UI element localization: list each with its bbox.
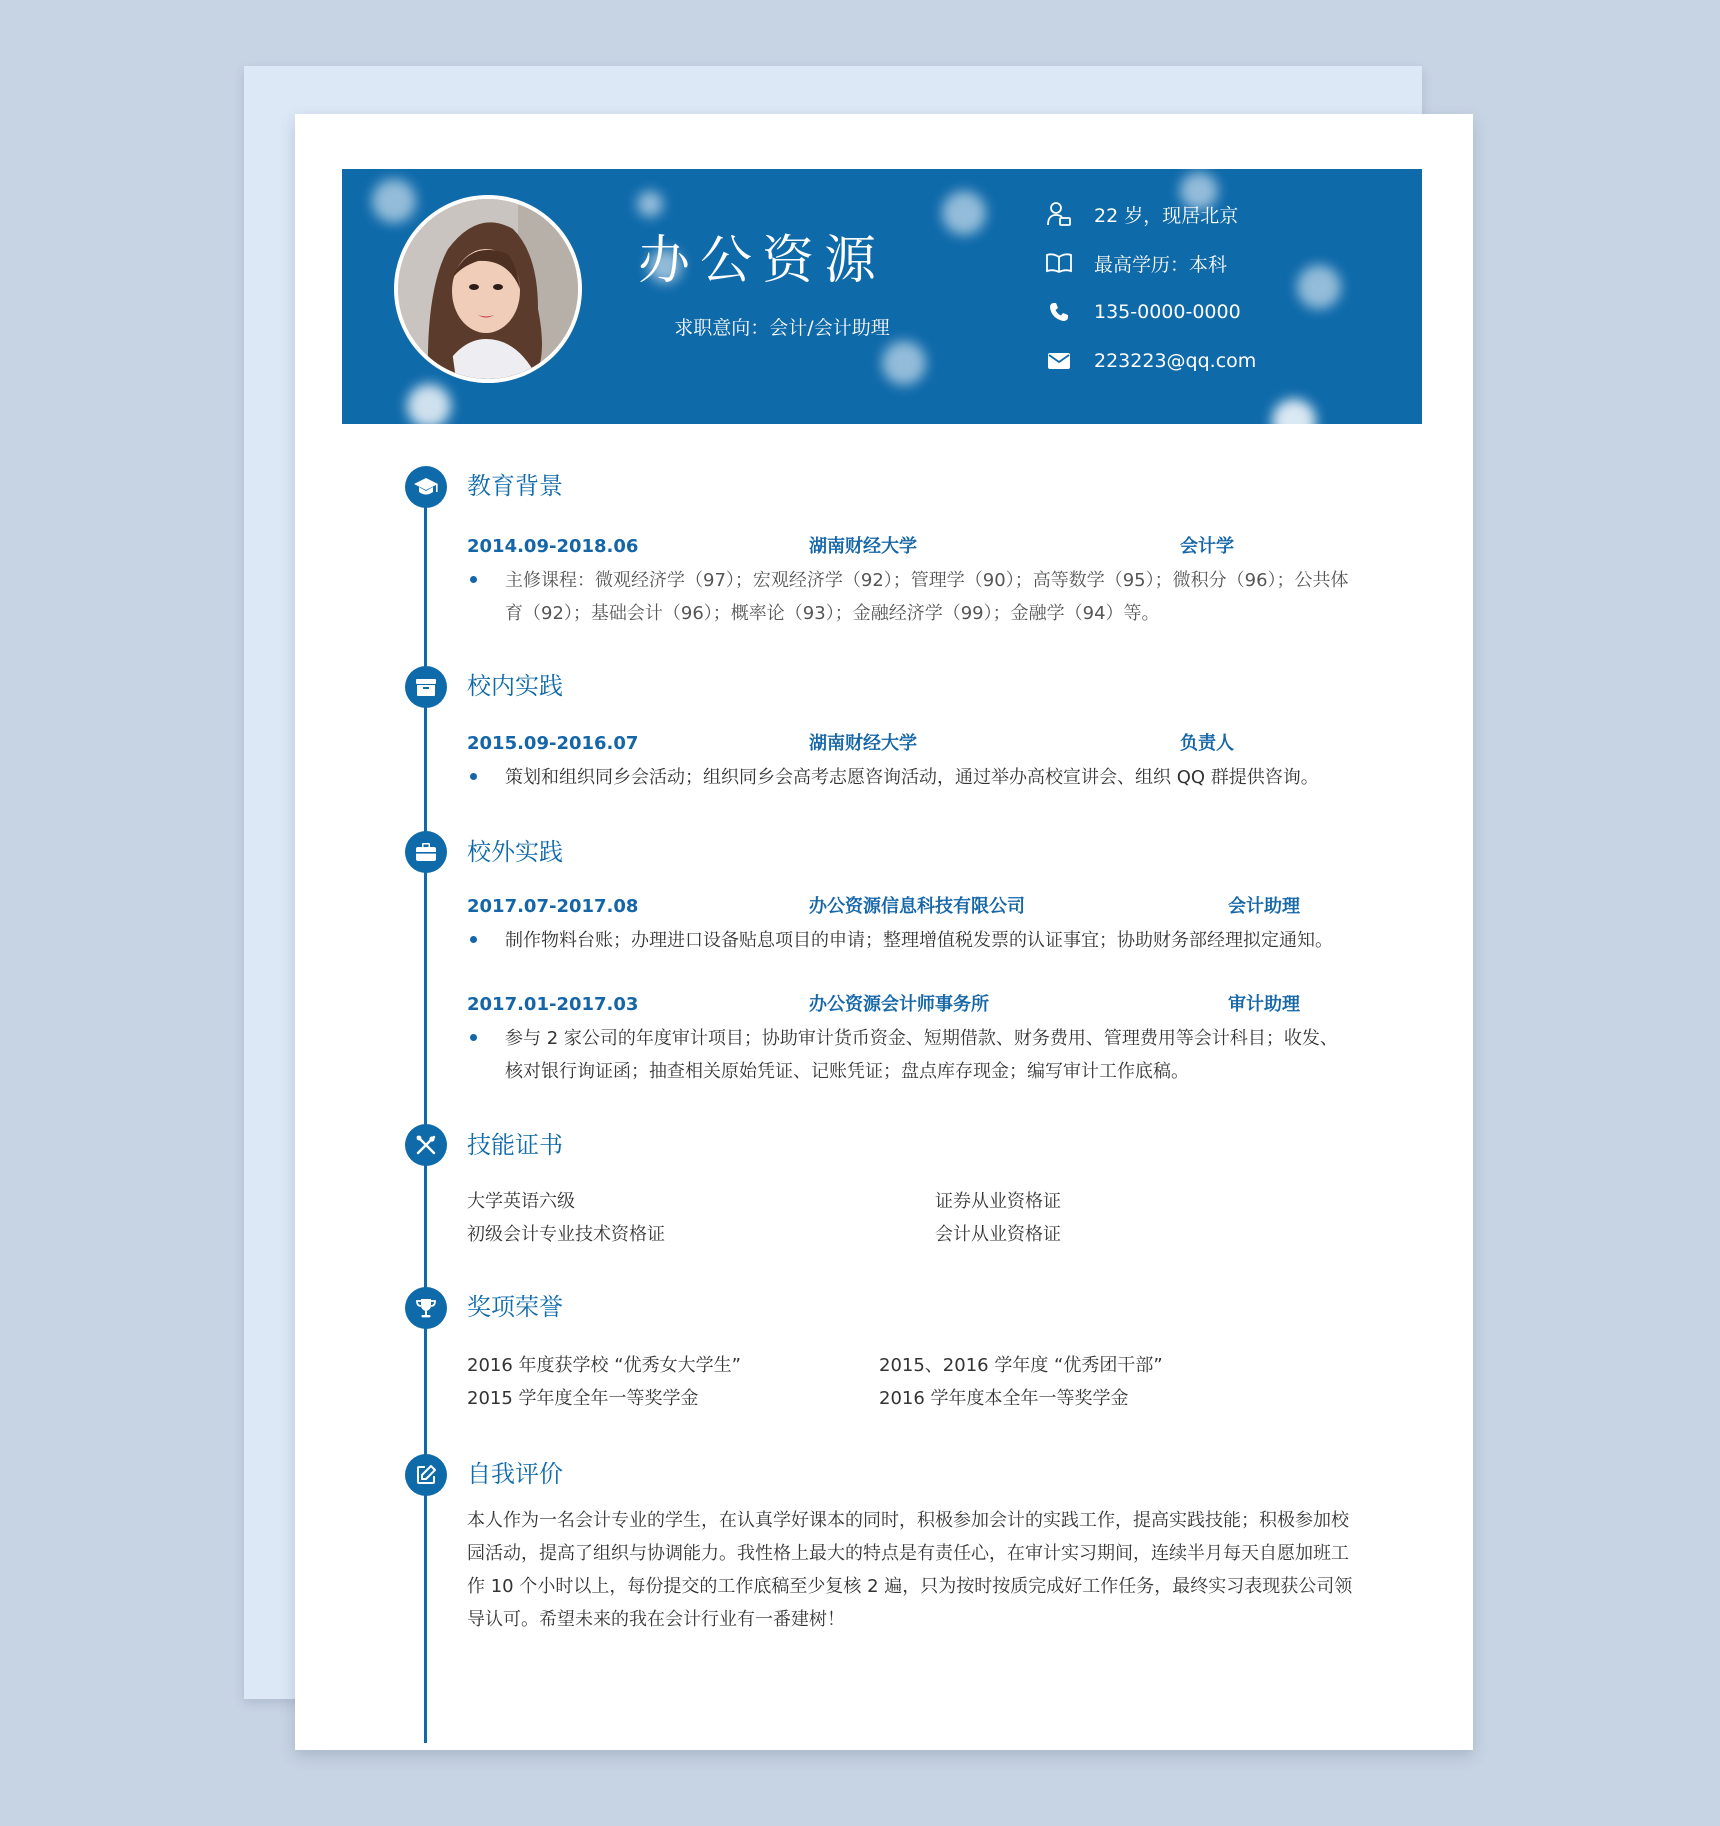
bokeh-decoration: [637, 191, 663, 217]
external-1-org: 办公资源信息科技有限公司: [809, 896, 1025, 917]
skill-item: 证券从业资格证: [935, 1191, 1061, 1212]
education-date: 2014.09-2018.06: [467, 536, 639, 557]
education-detail: 主修课程：微观经济学（97）；宏观经济学（92）；管理学（90）；高等数学（95）；微积分（96）；公共体育（92）；基础会计（96）；概率论（93）；金融经济学（99）；金融学（94）等。: [505, 570, 1349, 624]
campus-date: 2015.09-2016.07: [467, 733, 639, 754]
graduation-cap-icon: [405, 466, 447, 508]
info-email: [1044, 346, 1256, 376]
briefcase-icon: [405, 831, 447, 873]
info-phone: [1044, 297, 1241, 327]
award-item: 2016 学年度本全年一等奖学金: [879, 1388, 1129, 1409]
campus-role: 负责人: [1180, 733, 1234, 754]
mail-icon: [1044, 348, 1074, 374]
skill-item: 会计从业资格证: [935, 1224, 1061, 1245]
info-age-location: [1044, 199, 1238, 229]
award-item: 2015、2016 学年度 “优秀团干部”: [879, 1355, 1163, 1376]
section-title-skills: 技能证书: [467, 1131, 563, 1159]
education-school: 湖南财经大学: [809, 536, 917, 557]
job-intent: 求职意向：会计/会计助理: [674, 317, 890, 339]
external-2-org: 办公资源会计师事务所: [809, 994, 989, 1015]
avatar-photo: [398, 199, 578, 379]
bullet-dot: [470, 773, 477, 780]
external-2-detail: 参与 2 家公司的年度审计项目；协助审计货币资金、短期借款、财务费用、管理费用等会计科目；收发、核对银行询证函；抽查相关原始凭证、记账凭证；盘点库存现金；编写审计工作底稿。: [505, 1028, 1338, 1082]
bullet-dot: [470, 1034, 477, 1041]
bokeh-decoration: [1272, 399, 1316, 424]
bokeh-decoration: [942, 191, 986, 235]
candidate-name: 办公资源: [637, 231, 886, 291]
info-email-text[interactable]: 223223@qq.com: [1094, 350, 1257, 372]
bokeh-decoration: [1297, 265, 1341, 309]
archive-box-icon: [405, 666, 447, 708]
section-title-education: 教育背景: [467, 472, 563, 500]
section-title-campus: 校内实践: [467, 672, 563, 700]
section-title-self: 自我评价: [467, 1460, 563, 1488]
award-item: 2015 学年度全年一等奖学金: [467, 1388, 699, 1409]
skill-item: 大学英语六级: [467, 1191, 575, 1212]
phone-icon: [1044, 299, 1074, 325]
bullet-dot: [470, 936, 477, 943]
external-2-date: 2017.01-2017.03: [467, 994, 639, 1015]
external-1-date: 2017.07-2017.08: [467, 896, 639, 917]
bokeh-decoration: [372, 179, 416, 223]
campus-detail: 策划和组织同乡会活动；组织同乡会高考志愿咨询活动，通过举办高校宣讲会、组织 QQ 群提供咨询。: [505, 767, 1319, 788]
campus-org: 湖南财经大学: [809, 733, 917, 754]
self-evaluation-text: 本人作为一名会计专业的学生，在认真学好课本的同时，积极参加会计的实践工作，提高实践技能；积极参加校园活动，提高了组织与协调能力。我性格上最大的特点是有责任心，在审计实习期间，连续半月每天自愿加班工作 10 个小时以上，每份提交的工作底稿至少复核 2 遍，只为按时按质完成好工作任务，最终实习表现获公司领导认可。希望未来的我在会计行业有一番建树！: [467, 1510, 1353, 1630]
info-education: [1044, 248, 1227, 278]
info-phone-text[interactable]: 135-0000-0000: [1094, 301, 1241, 323]
info-age-text: 22 岁，现居北京: [1094, 204, 1239, 227]
section-title-external: 校外实践: [467, 838, 563, 866]
person-id-icon: [1044, 201, 1074, 227]
external-1-role: 会计助理: [1228, 896, 1300, 917]
trophy-icon: [405, 1287, 447, 1329]
external-2-role: 审计助理: [1228, 994, 1300, 1015]
award-item: 2016 年度获学校 “优秀女大学生”: [467, 1355, 741, 1376]
edit-pencil-icon: [405, 1454, 447, 1496]
external-1-detail: 制作物料台账；办理进口设备贴息项目的申请；整理增值税发票的认证事宜；协助财务部经理拟定通知。: [505, 930, 1333, 951]
book-icon: [1044, 250, 1074, 276]
tools-icon: [405, 1124, 447, 1166]
info-education-text: 最高学历：本科: [1094, 253, 1228, 276]
bokeh-decoration: [882, 341, 926, 385]
bullet-dot: [470, 576, 477, 583]
bokeh-decoration: [407, 384, 451, 424]
education-major: 会计学: [1180, 536, 1234, 557]
avatar: [394, 195, 582, 383]
skill-item: 初级会计专业技术资格证: [467, 1224, 665, 1245]
resume-header: [342, 169, 1422, 424]
resume-page: [295, 114, 1473, 1750]
section-title-awards: 奖项荣誉: [467, 1293, 563, 1321]
